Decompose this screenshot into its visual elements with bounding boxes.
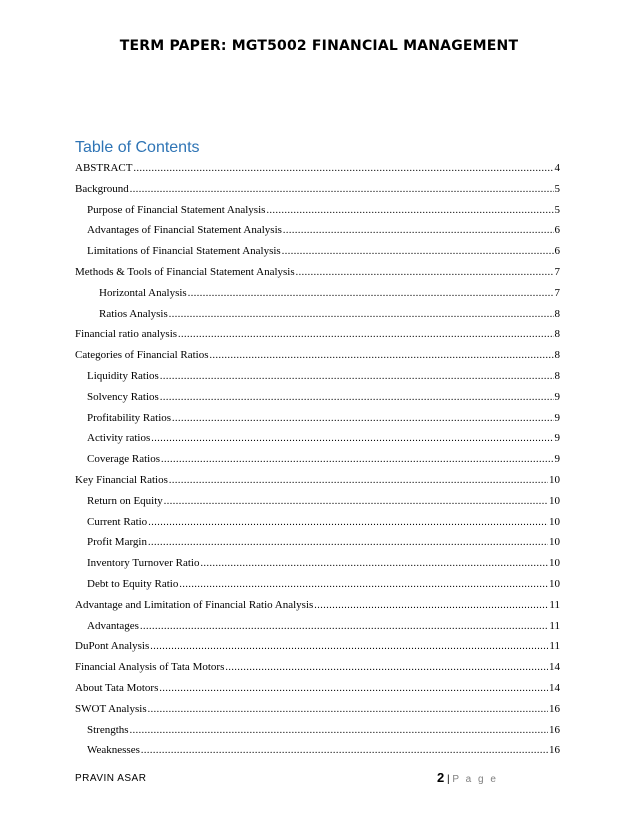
toc-entry[interactable]	[75, 616, 560, 637]
toc-entry[interactable]	[75, 408, 560, 429]
toc-entry-page: 8	[554, 369, 560, 382]
toc-entry-label: Return on Equity	[87, 494, 163, 507]
toc-entry-label: Coverage Ratios	[87, 453, 161, 466]
toc-dot-leader	[179, 575, 548, 596]
toc-entry-page: 10	[549, 557, 560, 570]
toc-dot-leader	[141, 741, 548, 762]
toc-entry-page: 9	[554, 432, 560, 445]
toc-entry-label: Methods & Tools of Financial Statement Analysis	[75, 265, 295, 278]
toc-entry[interactable]	[75, 574, 560, 595]
toc-dot-leader	[150, 637, 548, 658]
toc-entry-page: 4	[554, 162, 560, 174]
toc-entry-label: Purpose of Financial Statement Analysis	[87, 203, 266, 216]
toc-dot-leader	[188, 284, 554, 305]
toc-entry-page: 9	[554, 390, 560, 403]
toc-entry-page: 11	[549, 619, 560, 632]
toc-entry-label: Solvency Ratios	[87, 390, 159, 403]
toc-entry-page: 9	[554, 411, 560, 424]
toc-entry[interactable]	[75, 179, 560, 200]
toc-entry[interactable]	[75, 345, 560, 366]
toc-dot-leader	[200, 554, 548, 575]
toc-entry-label: Categories of Financial Ratios	[75, 349, 209, 362]
toc-dot-leader	[151, 429, 553, 450]
toc-entry[interactable]	[75, 428, 560, 449]
toc-entry[interactable]	[75, 220, 560, 241]
toc-entry-page: 7	[554, 286, 560, 299]
footer-separator: |	[447, 774, 450, 785]
toc-entry-page: 7	[554, 265, 560, 278]
toc-dot-leader	[148, 513, 548, 534]
toc-entry[interactable]	[75, 699, 560, 720]
toc-entry-page: 10	[549, 577, 560, 590]
toc-entry[interactable]	[75, 657, 560, 678]
toc-dot-leader	[169, 471, 548, 492]
toc-entry-page: 14	[549, 681, 560, 694]
toc-entry-page: 6	[554, 245, 560, 258]
document-header: TERM PAPER: MGT5002 FINANCIAL MANAGEMENT	[119, 38, 519, 54]
toc-entry-page: 5	[554, 182, 560, 195]
toc-entry-label: Horizontal Analysis	[99, 286, 187, 299]
toc-entry[interactable]	[75, 512, 560, 533]
toc-entry-label: Weaknesses	[87, 744, 140, 757]
toc-entry[interactable]	[75, 595, 560, 616]
toc-dot-leader	[140, 617, 548, 638]
toc-dot-leader	[283, 221, 554, 242]
toc-dot-leader	[178, 325, 553, 346]
toc-entry-page: 16	[549, 723, 560, 736]
toc-entry[interactable]	[75, 241, 560, 262]
footer-page-info	[437, 770, 498, 785]
toc-entry-label: Limitations of Financial Statement Analysis	[87, 245, 281, 258]
toc-entry-page: 11	[549, 640, 560, 653]
toc-entry-label: Activity ratios	[87, 432, 151, 445]
toc-dot-leader	[164, 492, 548, 513]
toc-entry-label: Key Financial Ratios	[75, 473, 168, 486]
toc-dot-leader	[172, 409, 553, 430]
toc-dot-leader	[148, 700, 548, 721]
toc-dot-leader	[159, 679, 548, 700]
page-label: P a g e	[452, 774, 498, 785]
toc-entry-page: 10	[549, 473, 560, 486]
toc-entry-label: About Tata Motors	[75, 681, 159, 694]
toc-entry-page: 16	[549, 702, 560, 715]
toc-dot-leader	[169, 305, 554, 326]
toc-entry-label: SWOT Analysis	[75, 702, 147, 715]
toc-entry-page: 5	[554, 203, 560, 216]
toc-dot-leader	[133, 159, 553, 180]
toc-entry-label: Debt to Equity Ratio	[87, 577, 179, 590]
toc-entry-label: Strengths	[87, 723, 129, 736]
toc-entry-page: 16	[549, 744, 560, 757]
toc-entry-page: 6	[554, 224, 560, 237]
toc-dot-leader	[160, 367, 554, 388]
toc-dot-leader	[148, 533, 548, 554]
toc-entry[interactable]	[75, 740, 560, 761]
toc-entry-page: 9	[554, 453, 560, 466]
toc-dot-leader	[130, 721, 548, 742]
toc-entry-label: Advantage and Limitation of Financial Ratio Analysis	[75, 598, 314, 611]
toc-entry-page: 11	[549, 598, 560, 611]
toc-entry-label: Current Ratio	[87, 515, 148, 528]
table-of-contents	[75, 158, 560, 761]
toc-entry-label: Background	[75, 182, 129, 195]
toc-entry[interactable]	[75, 449, 560, 470]
toc-entry-page: 10	[549, 494, 560, 507]
toc-dot-leader	[314, 596, 548, 617]
toc-entry-label: Financial Analysis of Tata Motors	[75, 661, 225, 674]
page-number: 2	[437, 770, 445, 785]
toc-entry-label: Inventory Turnover Ratio	[87, 557, 200, 570]
toc-entry[interactable]	[75, 553, 560, 574]
toc-entry-page: 10	[549, 536, 560, 549]
toc-entry[interactable]	[75, 200, 560, 221]
toc-title: Table of Contents	[75, 139, 200, 156]
toc-dot-leader	[130, 180, 554, 201]
toc-entry-label: Profit Margin	[87, 536, 147, 549]
toc-dot-leader	[210, 346, 554, 367]
toc-entry[interactable]	[75, 720, 560, 741]
toc-entry-label: Ratios Analysis	[99, 307, 168, 320]
toc-dot-leader	[161, 450, 553, 471]
toc-entry-label: DuPont Analysis	[75, 640, 150, 653]
toc-entry[interactable]	[75, 636, 560, 657]
toc-entry-page: 8	[554, 307, 560, 320]
toc-entry[interactable]	[75, 678, 560, 699]
toc-dot-leader	[266, 201, 553, 222]
toc-entry-label: Advantages	[87, 619, 139, 632]
toc-entry[interactable]	[75, 283, 560, 304]
toc-dot-leader	[282, 242, 554, 263]
toc-dot-leader	[160, 388, 554, 409]
footer-author: PRAVIN ASAR	[75, 773, 147, 784]
toc-entry[interactable]	[75, 304, 560, 325]
toc-entry-label: ABSTRACT	[75, 162, 133, 174]
toc-entry[interactable]	[75, 158, 560, 179]
toc-entry[interactable]	[75, 366, 560, 387]
toc-entry[interactable]	[75, 324, 560, 345]
toc-entry[interactable]	[75, 532, 560, 553]
toc-entry-label: Liquidity Ratios	[87, 369, 159, 382]
toc-entry[interactable]	[75, 262, 560, 283]
toc-entry-label: Advantages of Financial Statement Analysis	[87, 224, 282, 237]
toc-entry-page: 8	[554, 328, 560, 341]
toc-entry-page: 14	[549, 661, 560, 674]
toc-dot-leader	[296, 263, 554, 284]
toc-entry-page: 10	[549, 515, 560, 528]
toc-dot-leader	[225, 658, 548, 679]
toc-entry[interactable]	[75, 387, 560, 408]
toc-entry-label: Profitability Ratios	[87, 411, 172, 424]
toc-entry-page: 8	[554, 349, 560, 362]
toc-entry[interactable]	[75, 470, 560, 491]
toc-entry-label: Financial ratio analysis	[75, 328, 178, 341]
toc-entry[interactable]	[75, 491, 560, 512]
